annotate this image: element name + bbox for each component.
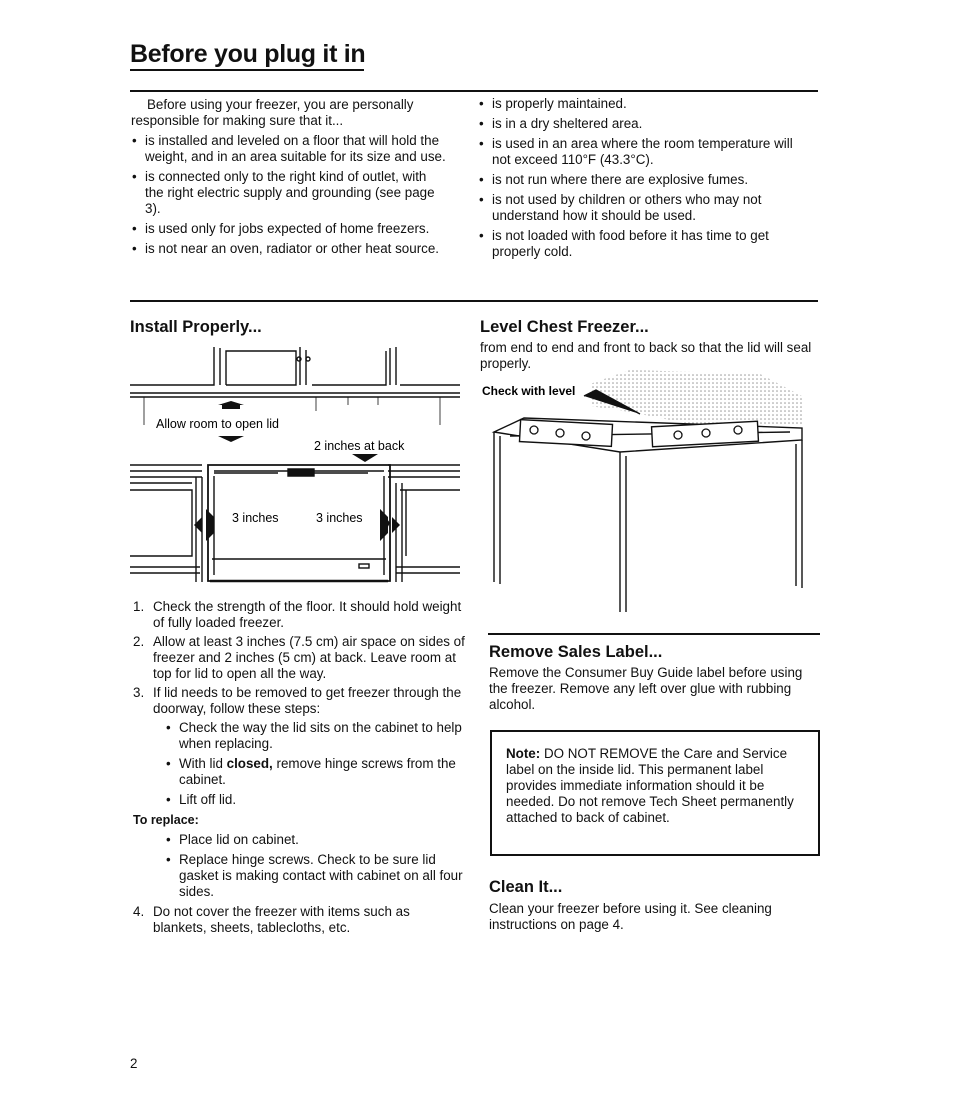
step-number: 2.	[133, 634, 145, 649]
remove-lid-step-rest: remove hinge screws from the cabinet.	[179, 756, 456, 787]
step-item	[131, 904, 467, 936]
remove-lid-step	[165, 756, 467, 788]
step-text: Allow at least 3 inches (7.5 cm) air space on sides of freezer and 2 inches (5 cm) at back. Leave room at top for lid to open all the way.	[153, 634, 465, 681]
check-level-label: Check with level	[482, 384, 576, 398]
step-item	[131, 634, 467, 682]
intro-item: • is connected only to the right kind of outlet, with the right electric supply and grounding (see page 3).	[131, 169, 447, 217]
step-item	[131, 685, 467, 808]
step-number: 4.	[133, 904, 145, 919]
step-number: 3.	[133, 685, 145, 700]
to-replace-label: To replace:	[133, 813, 199, 827]
level-text: from end to end and front to back so that the lid will seal properly.	[480, 340, 812, 371]
step-item	[131, 599, 467, 631]
note-content	[492, 732, 818, 826]
remove-lid-step-text: With lid	[179, 756, 227, 771]
intro-item: • is not near an oven, radiator or other heat source.	[131, 241, 447, 257]
top-rule	[130, 90, 818, 92]
intro-item: • is properly maintained.	[478, 96, 800, 112]
intro-item: • is not run where there are explosive fumes.	[478, 172, 800, 188]
intro-right	[478, 96, 800, 264]
section-rule	[130, 300, 818, 302]
step-text: If lid needs to be removed to get freezer through the doorway, follow these steps:	[153, 685, 462, 716]
level-diagram	[480, 366, 814, 612]
replace-step: • Replace hinge screws. Check to be sure lid gasket is making contact with cabinet on all four sides.	[165, 852, 467, 900]
intro-item: • is not used by children or others who may not understand how it should be used.	[478, 192, 800, 224]
intro-left	[131, 97, 447, 261]
note-box	[490, 730, 820, 856]
install-heading: Install Properly...	[130, 318, 262, 336]
step-number: 1.	[133, 599, 145, 614]
sales-rule	[488, 633, 820, 635]
clean-heading: Clean It...	[489, 878, 563, 896]
intro-item: • is not loaded with food before it has time to get properly cold.	[478, 228, 800, 260]
closed-word: closed,	[226, 756, 273, 771]
sales-heading: Remove Sales Label...	[489, 643, 663, 661]
two-inches-label: 2 inches at back	[314, 439, 405, 453]
step-text: Do not cover the freezer with items such as blankets, sheets, tablecloths, etc.	[153, 904, 410, 935]
page-number: 2	[130, 1056, 138, 1071]
title-underline	[130, 69, 364, 71]
allow-room-label: Allow room to open lid	[156, 417, 279, 431]
step-text: Check the strength of the floor. It should hold weight of fully loaded freezer.	[153, 599, 462, 630]
intro-item: • is used only for jobs expected of home freezers.	[131, 221, 447, 237]
remove-lid-step: • Lift off lid.	[165, 792, 467, 808]
page-title: Before you plug it in	[130, 40, 366, 68]
remove-lid-step: • Check the way the lid sits on the cabinet to help when replacing.	[165, 720, 467, 752]
sales-text: Remove the Consumer Buy Guide label before using the freezer. Remove any left over glue with rubbing alcohol.	[489, 665, 803, 712]
clean-text: Clean your freezer before using it. See cleaning instructions on page 4.	[489, 901, 772, 932]
three-inches-left-label: 3 inches	[232, 511, 279, 525]
intro-item: • is in a dry sheltered area.	[478, 116, 800, 132]
install-diagram	[128, 345, 462, 585]
install-steps	[131, 599, 467, 939]
note-text: DO NOT REMOVE the Care and Service label on the inside lid. This permanent label provides immediate information should it be needed. Do not remove Tech Sheet permanently attached to back of cabinet.	[506, 746, 794, 825]
three-inches-right-label: 3 inches	[316, 511, 363, 525]
note-label: Note:	[506, 746, 541, 761]
replace-step: • Place lid on cabinet.	[165, 832, 467, 848]
intro-lead: Before using your freezer, you are personally responsible for making sure that it...	[131, 97, 414, 128]
intro-item: • is used in an area where the room temperature will not exceed 110°F (43.3°C).	[478, 136, 800, 168]
intro-item: • is installed and leveled on a floor that will hold the weight, and in an area suitable for its size and use.	[131, 133, 447, 165]
level-heading: Level Chest Freezer...	[480, 318, 649, 336]
